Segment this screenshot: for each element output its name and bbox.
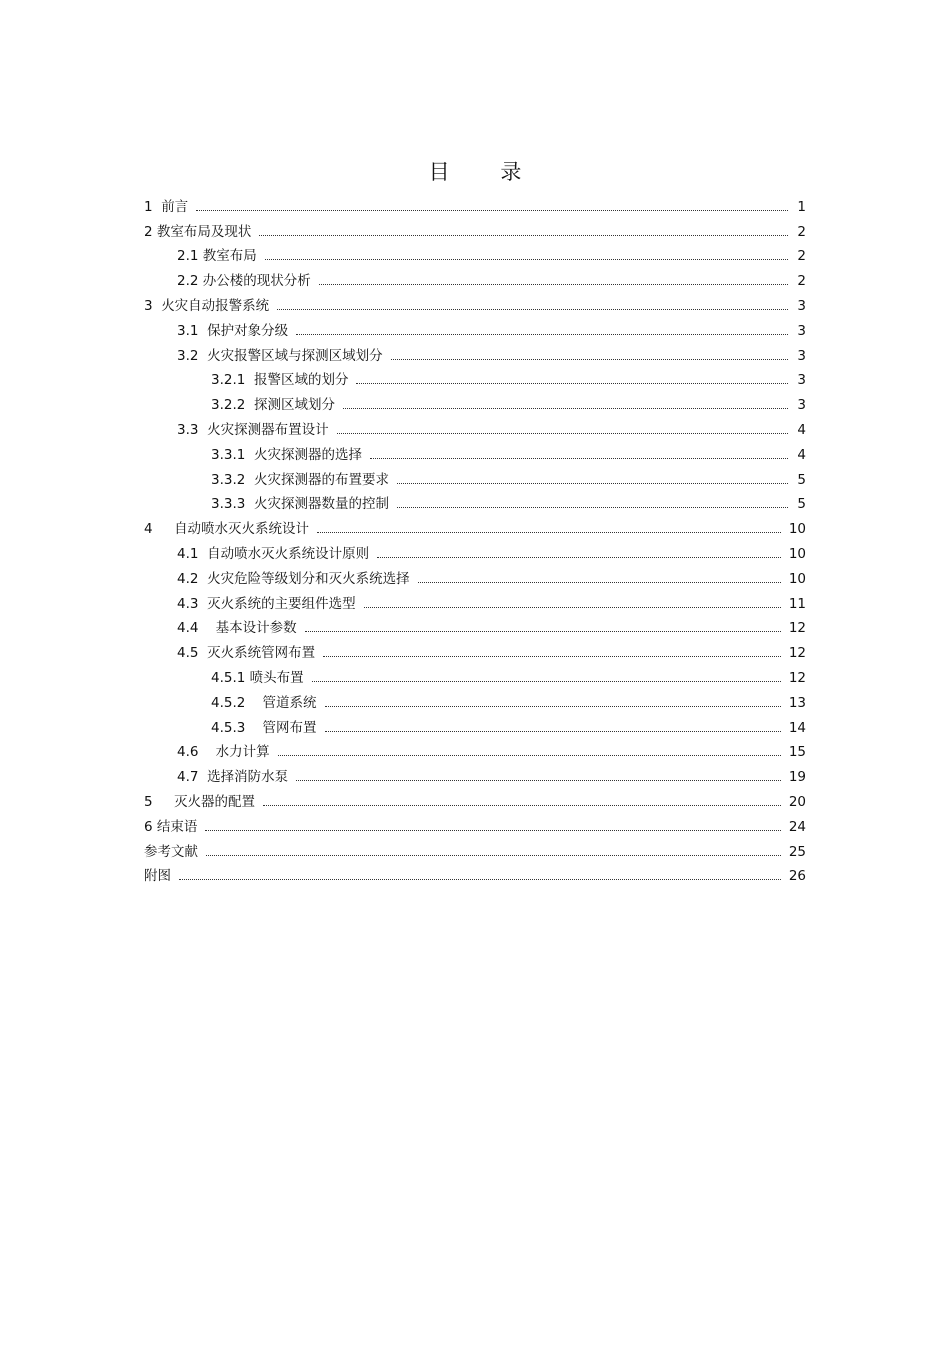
- toc-entry-page-number: 12: [788, 620, 806, 637]
- toc-entry-label: 附图: [144, 868, 171, 885]
- toc-entry-label: 办公楼的现状分析: [202, 273, 311, 290]
- toc-entry-number: 4.3: [177, 595, 199, 612]
- dot-leader: [391, 359, 788, 360]
- toc-entry-separator: [198, 571, 207, 587]
- toc-entry-number: 4.5.2: [211, 694, 246, 711]
- toc-entry[interactable]: [144, 661, 806, 686]
- toc-entry-label: 灭火系统的主要组件选型: [207, 595, 356, 612]
- toc-entry-label: 火灾探测器数量的控制: [253, 496, 389, 513]
- dot-leader: [179, 879, 781, 880]
- toc-entry-label: 基本设计参数: [215, 620, 297, 637]
- toc-entry-page-number: 12: [788, 669, 806, 686]
- toc-entry-label: 教室布局: [202, 248, 257, 265]
- dot-leader: [356, 383, 788, 384]
- toc-entry[interactable]: [144, 736, 806, 761]
- toc-entry-number: 2.1: [177, 248, 199, 265]
- toc-entry[interactable]: [144, 562, 806, 587]
- toc-entry-label: 火灾探测器布置设计: [207, 421, 329, 438]
- toc-entry-page-number: 20: [788, 793, 806, 810]
- toc-entry-separator: [198, 620, 215, 636]
- toc-entry-separator: [198, 744, 215, 760]
- toc-entry-page-number: 3: [797, 347, 806, 364]
- toc-entry[interactable]: [144, 636, 806, 661]
- dot-leader: [370, 458, 788, 459]
- toc-entry-label: 火灾自动报警系统: [161, 297, 270, 314]
- toc-entry[interactable]: [144, 463, 806, 488]
- toc-entry-separator: [245, 472, 254, 488]
- toc-entry[interactable]: [144, 537, 806, 562]
- toc-entry-label: 参考文献: [144, 843, 198, 860]
- toc-entry-page-number: 25: [788, 843, 806, 860]
- toc-entry[interactable]: [144, 364, 806, 389]
- table-of-contents: [144, 190, 806, 884]
- dot-leader: [312, 681, 781, 682]
- toc-entry-label: 管网布置: [262, 719, 317, 736]
- toc-entry-number: 2: [144, 223, 153, 240]
- toc-entry-page-number: 14: [788, 719, 806, 736]
- toc-entry-number: 3.3: [177, 421, 199, 438]
- toc-entry-page-number: 3: [797, 322, 806, 339]
- toc-entry-number: 3.2.1: [211, 372, 246, 389]
- toc-entry[interactable]: [144, 339, 806, 364]
- toc-entry[interactable]: [144, 438, 806, 463]
- toc-entry-label: 灭火系统管网布置: [207, 645, 316, 662]
- toc-entry-separator: [153, 298, 162, 314]
- dot-leader: [397, 507, 788, 508]
- page-title: 目 录: [428, 160, 544, 184]
- dot-leader: [317, 532, 781, 533]
- toc-entry-page-number: 1: [797, 198, 806, 215]
- toc-entry-number: 3.1: [177, 322, 199, 339]
- toc-entry[interactable]: [144, 190, 806, 215]
- dot-leader: [305, 631, 781, 632]
- toc-entry-page-number: 2: [797, 273, 806, 290]
- toc-entry-number: 2.2: [177, 273, 199, 290]
- toc-entry[interactable]: [144, 711, 806, 736]
- toc-entry-number: 3.2.2: [211, 397, 246, 414]
- toc-entry-number: 4.5.3: [211, 719, 246, 736]
- toc-entry-separator: [245, 447, 254, 463]
- toc-entry-page-number: 3: [797, 372, 806, 389]
- dot-leader: [277, 309, 788, 310]
- toc-entry-separator: [245, 397, 254, 413]
- toc-entry-number: 4.1: [177, 545, 199, 562]
- toc-entry-label: 火灾危险等级划分和灭火系统选择: [207, 570, 410, 587]
- toc-entry-label: 灭火器的配置: [174, 793, 256, 810]
- toc-entry-separator: [153, 521, 174, 537]
- dot-leader: [364, 607, 781, 608]
- toc-entry-page-number: 15: [788, 744, 806, 761]
- toc-entry-page-number: 3: [797, 297, 806, 314]
- toc-entry-number: 3.2: [177, 347, 199, 364]
- toc-entry-separator: [198, 546, 207, 562]
- toc-entry-page-number: 26: [788, 868, 806, 885]
- toc-entry-number: 6: [144, 818, 153, 835]
- toc-entry-number: 1: [144, 198, 153, 215]
- toc-entry-label: 管道系统: [262, 694, 317, 711]
- toc-entry-page-number: 4: [797, 421, 806, 438]
- toc-entry[interactable]: [144, 835, 806, 860]
- toc-entry-label: 喷头布置: [249, 669, 304, 686]
- toc-entry-label: 前言: [161, 198, 189, 215]
- toc-entry-page-number: 19: [788, 769, 806, 786]
- toc-entry[interactable]: [144, 785, 806, 810]
- toc-entry-separator: [198, 645, 207, 661]
- toc-entry-label: 选择消防水泵: [207, 769, 289, 786]
- toc-entry[interactable]: [144, 289, 806, 314]
- toc-entry-label: 火灾探测器的选择: [253, 446, 362, 463]
- dot-leader: [319, 284, 788, 285]
- toc-entry[interactable]: [144, 388, 806, 413]
- toc-entry-number: 3: [144, 297, 153, 314]
- toc-entry-number: 4.7: [177, 769, 199, 786]
- toc-entry-label: 报警区域的划分: [253, 372, 349, 389]
- dot-leader: [397, 483, 788, 484]
- toc-entry-separator: [153, 199, 162, 215]
- toc-entry-label: 火灾探测器的布置要求: [253, 471, 389, 488]
- toc-entry-page-number: 5: [797, 471, 806, 488]
- toc-entry-page-number: 12: [788, 645, 806, 662]
- toc-entry-page-number: 13: [788, 694, 806, 711]
- toc-entry[interactable]: [144, 860, 806, 885]
- dot-leader: [196, 210, 788, 211]
- toc-entry-number: 3.3.3: [211, 496, 246, 513]
- toc-entry[interactable]: [144, 240, 806, 265]
- dot-leader: [325, 706, 781, 707]
- dot-leader: [337, 433, 788, 434]
- dot-leader: [278, 755, 781, 756]
- toc-entry-number: 4.5: [177, 645, 199, 662]
- toc-entry[interactable]: [144, 413, 806, 438]
- toc-entry-page-number: 3: [797, 397, 806, 414]
- toc-entry-label: 保护对象分级: [207, 322, 289, 339]
- toc-entry-page-number: 10: [788, 521, 806, 538]
- toc-entry-number: 4.4: [177, 620, 199, 637]
- dot-leader: [296, 334, 788, 335]
- toc-entry-number: 4.5.1: [211, 669, 246, 686]
- toc-entry-page-number: 4: [797, 446, 806, 463]
- dot-leader: [377, 557, 781, 558]
- toc-entry-separator: [198, 769, 207, 785]
- toc-entry-page-number: 11: [788, 595, 806, 612]
- toc-entry[interactable]: [144, 314, 806, 339]
- toc-entry-label: 自动喷水灭火系统设计原则: [207, 545, 370, 562]
- toc-entry[interactable]: [144, 612, 806, 637]
- toc-entry-page-number: 5: [797, 496, 806, 513]
- toc-entry[interactable]: [144, 686, 806, 711]
- dot-leader: [296, 780, 781, 781]
- toc-entry[interactable]: [144, 760, 806, 785]
- dot-leader: [325, 731, 781, 732]
- toc-entry-separator: [245, 720, 262, 736]
- toc-entry-number: 5: [144, 793, 153, 810]
- toc-entry[interactable]: [144, 215, 806, 240]
- toc-entry-page-number: 10: [788, 570, 806, 587]
- toc-entry-number: 3.3.2: [211, 471, 246, 488]
- toc-entry-page-number: 2: [797, 223, 806, 240]
- toc-entry[interactable]: [144, 810, 806, 835]
- toc-entry-label: 探测区域划分: [253, 397, 335, 414]
- dot-leader: [418, 582, 781, 583]
- toc-entry-separator: [245, 695, 262, 711]
- toc-entry-label: 水力计算: [215, 744, 270, 761]
- toc-entry-page-number: 2: [797, 248, 806, 265]
- toc-entry-separator: [245, 372, 254, 388]
- toc-entry-number: 3.3.1: [211, 446, 246, 463]
- toc-entry-label: 自动喷水灭火系统设计: [174, 521, 310, 538]
- toc-entry[interactable]: [144, 488, 806, 513]
- dot-leader: [263, 805, 781, 806]
- toc-entry-label: 火灾报警区域与探测区域划分: [207, 347, 383, 364]
- dot-leader: [206, 855, 781, 856]
- toc-entry-label: 结束语: [156, 818, 198, 835]
- toc-entry-label: 教室布局及现状: [156, 223, 252, 240]
- toc-entry-page-number: 10: [788, 545, 806, 562]
- toc-entry[interactable]: [144, 264, 806, 289]
- toc-entry-number: 4.6: [177, 744, 199, 761]
- toc-entry-separator: [153, 794, 174, 810]
- toc-entry-separator: [245, 496, 254, 512]
- dot-leader: [343, 408, 788, 409]
- dot-leader: [323, 656, 781, 657]
- toc-entry-separator: [198, 323, 207, 339]
- toc-entry-number: 4.2: [177, 570, 199, 587]
- toc-entry-separator: [198, 596, 207, 612]
- toc-entry-number: 4: [144, 521, 153, 538]
- dot-leader: [259, 235, 788, 236]
- toc-entry-separator: [198, 348, 207, 364]
- toc-entry[interactable]: [144, 512, 806, 537]
- dot-leader: [265, 259, 788, 260]
- toc-entry-separator: [198, 422, 207, 438]
- dot-leader: [205, 830, 780, 831]
- toc-entry-page-number: 24: [788, 818, 806, 835]
- toc-entry[interactable]: [144, 587, 806, 612]
